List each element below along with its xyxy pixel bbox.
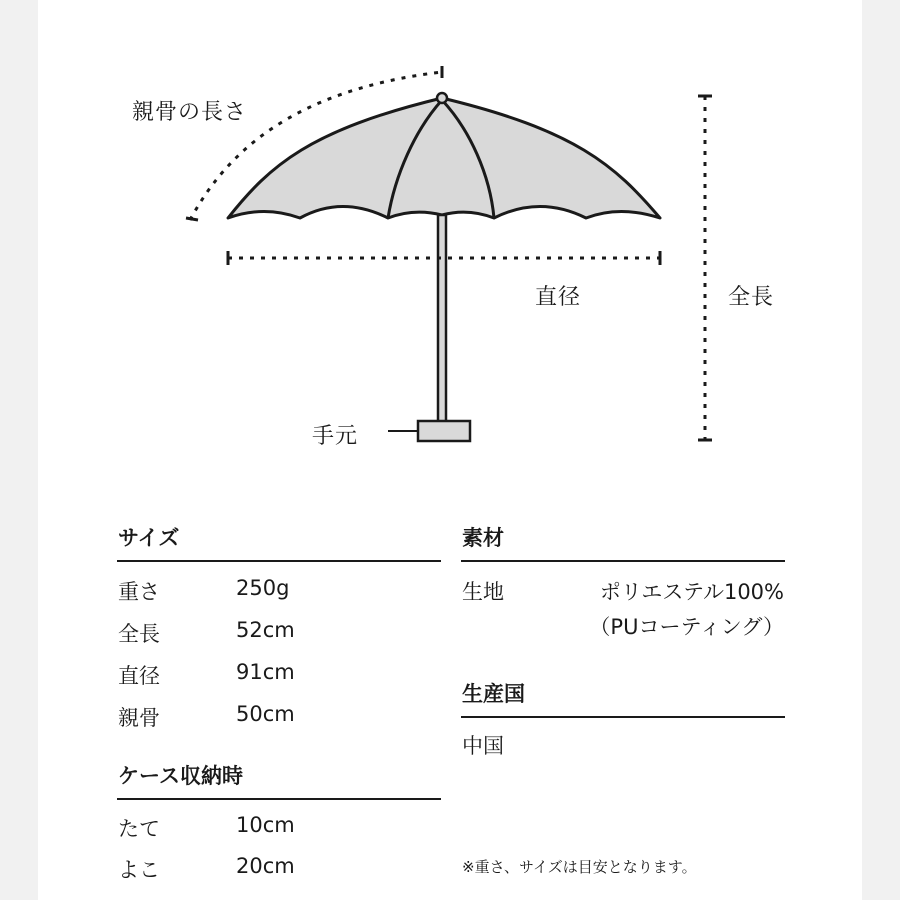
origin-section-divider: [461, 716, 785, 718]
material-label: 生地: [462, 580, 504, 604]
case-row-label: よこ: [118, 858, 160, 882]
origin-value: 中国: [462, 734, 504, 758]
case-row-value: 10cm: [236, 813, 295, 837]
footnote: ※重さ、サイズは目安となります。: [462, 858, 697, 876]
case-section-title: ケース収納時: [118, 764, 243, 788]
material-value-line1: ポリエステル100%: [599, 580, 784, 604]
size-row-label: 直径: [118, 664, 160, 688]
size-row-value: 50cm: [236, 702, 295, 726]
umbrella-handle: [418, 421, 470, 441]
case-section-divider: [117, 798, 441, 800]
case-row-value: 20cm: [236, 854, 295, 878]
size-row-value: 52cm: [236, 618, 295, 642]
size-row-label: 重さ: [118, 580, 160, 604]
size-row-label: 全長: [118, 622, 160, 646]
total-length-label: 全長: [728, 285, 775, 310]
size-row-value: 91cm: [236, 660, 295, 684]
material-section-title: 素材: [462, 526, 504, 550]
size-row-label: 親骨: [118, 706, 160, 730]
material-value-line2: （PUコーティング）: [589, 615, 784, 639]
size-section-divider: [117, 560, 441, 562]
size-section-title: サイズ: [118, 526, 180, 550]
size-row-value: 250g: [236, 576, 290, 600]
material-section-divider: [461, 560, 785, 562]
umbrella-canopy: [228, 98, 660, 218]
handle-label: 手元: [312, 424, 359, 449]
umbrella-tip: [437, 93, 447, 103]
case-row-label: たて: [118, 817, 160, 841]
umbrella-shaft: [438, 215, 446, 423]
diameter-label: 直径: [535, 285, 582, 310]
rib-length-label: 親骨の長さ: [132, 100, 248, 125]
origin-section-title: 生産国: [462, 682, 525, 706]
